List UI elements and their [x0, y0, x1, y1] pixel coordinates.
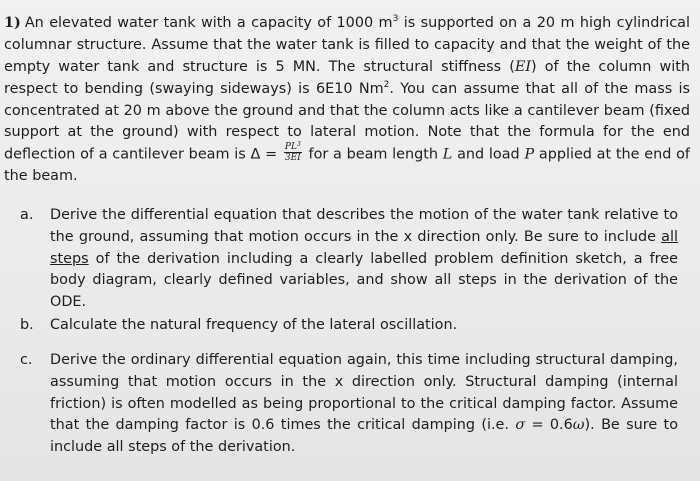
sigma-symbol: σ: [515, 417, 526, 434]
part-c-label: c.: [20, 352, 33, 368]
part-a-text: Derive the differential equation that describes the motion of the water tank relative to the ground, assuming that motion occurs in the x direction only. Be sure to include all steps of the derivation including a clearly labelled problem definition sketch, a free body diagram, clearly defined variables, and show all steps in the derivation of the ODE.: [50, 207, 678, 311]
part-b-text: Calculate the natural frequency of the lateral oscillation.: [50, 317, 458, 333]
intro-text-4: . You can assume that all of the mass is concentrated at 20 m above the ground and that the column acts like a cantilever beam (fixed support at the ground) with respect to lateral motion. Note that the formula for the end deflection of a cantilever beam is Δ =: [4, 80, 691, 163]
fraction-denominator: 3EI: [284, 153, 301, 164]
part-a-label: a.: [20, 207, 34, 223]
intro-text-1: An elevated water tank with a capacity of 1000 m: [24, 15, 393, 32]
intro-text-5: for a beam length: [303, 146, 443, 163]
part-c: [20, 350, 678, 459]
intro-text-2: is supported on a 20 m high cylindrical columnar structure. Assume that the water tank is filled to capacity and that the weight of the empty water tank and structure is 5 MN. The structural stiffness (: [4, 15, 690, 75]
part-a: [20, 205, 678, 314]
question-1-intro: [4, 12, 690, 188]
underlined-all-steps: all steps: [50, 228, 678, 267]
intro-text-3: ) of the column with respect to bending (swaying sideways) is 6E10 Nm: [4, 58, 691, 97]
load-variable: P: [524, 146, 535, 163]
part-b-label: b.: [20, 317, 34, 333]
stiffness-variable: EI: [514, 58, 532, 75]
deflection-fraction: [284, 142, 302, 163]
fraction-numerator: $PL^3$: [284, 141, 301, 153]
length-variable: L: [442, 146, 453, 163]
question-number: 1): [4, 14, 21, 32]
intro-text-6: and load: [452, 146, 525, 163]
part-c-text: Derive the ordinary differential equation again, this time including structural damping, assuming that motion occurs in the x direction only. Structural damping (internal friction) is often modelled as being proportional to the critical damping factor. Assume that the damping factor is 0.6 times the critical damping (i.e. σ = 0.6ω). Be sure to include all steps of the derivation.: [50, 352, 678, 456]
part-b: [20, 315, 678, 337]
intro-text-7: applied at the end of the beam.: [4, 146, 690, 185]
squared-superscript: 2: [383, 79, 390, 90]
omega-symbol: ω: [572, 417, 585, 434]
cubic-superscript: 3: [392, 14, 399, 25]
